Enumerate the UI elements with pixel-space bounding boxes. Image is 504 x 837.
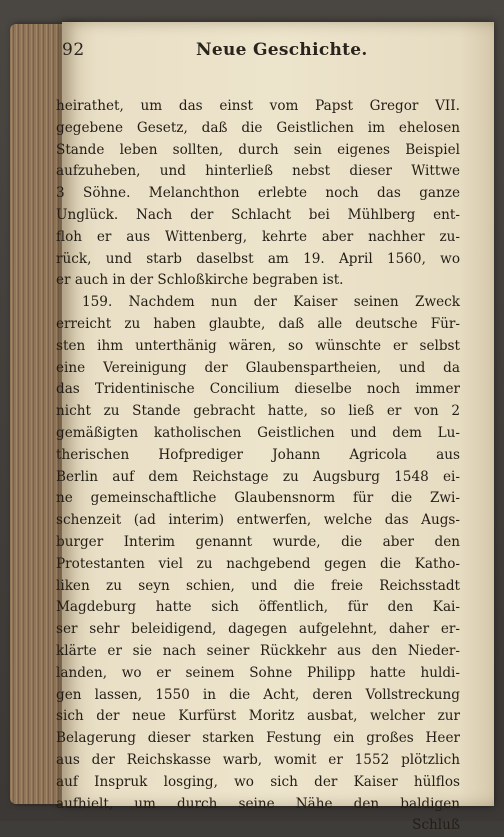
text-line: heirathet, um das einst vom Papst Gregor VII. — [56, 98, 460, 114]
text-line: aus der Reichskasse warb, womit er 1552 plötzlich — [56, 751, 460, 768]
text-line: ne gemeinschaftliche Glaubensnorm für die Zwi- — [56, 490, 460, 507]
text-line: schenzeit (ad interim) entwerfen, welche das Augs- — [56, 512, 460, 529]
text-line: das Tridentinische Concilium dieselbe noch immer — [56, 381, 460, 398]
text-line: gen lassen, 1550 in die Acht, deren Vollstreckung — [56, 686, 460, 703]
text-line: liken zu seyn schien, und die freie Reichsstadt — [56, 577, 460, 594]
body-text — [56, 96, 460, 837]
paragraph-2 — [56, 292, 460, 815]
text-line: rück, und starb daselbst am 19. April 1560, wo — [56, 250, 460, 267]
text-line: nicht zu Stande gebracht hatte, so ließ er von 2 — [56, 403, 460, 420]
text-line: floh er aus Wittenberg, kehrte aber nachher zu- — [56, 228, 460, 245]
text-line: Belagerung dieser starken Festung ein großes Heer — [56, 730, 460, 747]
text-line: 159. Nachdem nun der Kaiser seinen Zweck — [82, 294, 460, 311]
page-number: 92 — [62, 40, 85, 60]
text-line: Magdeburg hatte sich öffentlich, für den Kai- — [56, 599, 460, 616]
text-line: eine Vereinigung der Glaubenspartheien, und da — [56, 359, 460, 376]
text-line: therischen Hofprediger Johann Agricola aus — [56, 446, 460, 463]
text-line: Stande leben sollten, durch sein eigenes Beispiel — [56, 141, 460, 158]
text-line: aufhielt, um durch seine Nähe den baldigen — [56, 795, 460, 812]
text-line: Unglück. Nach der Schlacht bei Mühlberg ent- — [56, 206, 460, 223]
text-line: 3 Söhne. Melanchthon erlebte noch das ganze — [56, 185, 460, 202]
text-line: ser sehr beleidigend, dagegen aufgelehnt, daher er- — [56, 621, 460, 638]
text-line: Berlin auf dem Reichstage zu Augsburg 1548 ei- — [56, 468, 460, 485]
paragraph-1 — [56, 96, 460, 292]
catchword: Schluß — [412, 817, 460, 834]
text-line: sich der neue Kurfürst Moritz ausbat, welcher zur — [56, 708, 460, 725]
text-line: er auch in der Schloßkirche begraben ist. — [56, 272, 344, 289]
text-line: landen, wo er seinem Sohne Philipp hatte huldi- — [56, 664, 460, 681]
text-line: gemäßigten katholischen Geistlichen und dem Lu- — [56, 424, 460, 441]
text-line: klärte er sie nach seiner Rückkehr aus den Nieder- — [56, 642, 460, 659]
text-line: burger Interim genannt wurde, die aber den — [56, 533, 460, 550]
text-line: erreicht zu haben glaubte, daß alle deutsche Für- — [56, 315, 460, 332]
text-line: auf Inspruk losging, wo sich der Kaiser hülflos — [56, 773, 460, 790]
text-line: aufzuheben, und hinterließ nebst dieser Wittwe — [56, 163, 460, 180]
text-line: sten ihm unterthänig wären, so wünschte er selbst — [56, 337, 460, 354]
text-line: Protestanten viel zu nachgebend gegen die Katho- — [56, 555, 460, 572]
page-header — [62, 38, 458, 68]
text-line: gegebene Gesetz, daß die Geistlichen im ehelosen — [56, 119, 460, 136]
running-title: Neue Geschichte. — [196, 40, 368, 60]
